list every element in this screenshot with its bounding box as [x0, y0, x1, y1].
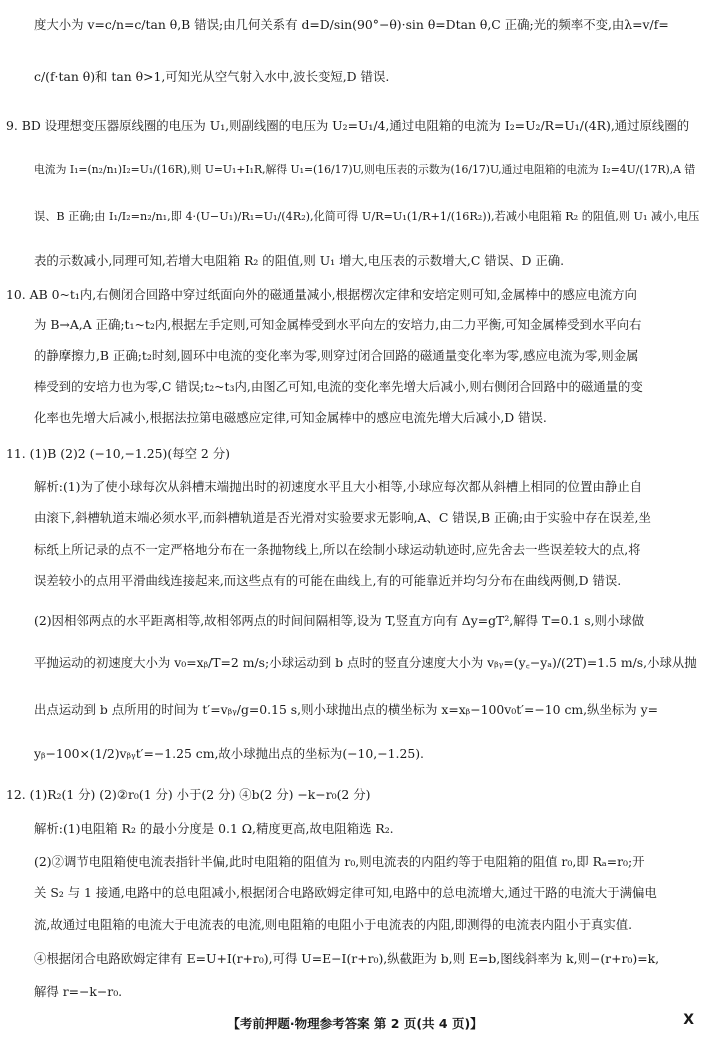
- text-line: 表的示数减小,同理可知,若增大电阻箱 R₂ 的阻值,则 U₁ 增大,电压表的示数增大,C 错误、D 正确.: [34, 253, 565, 268]
- text-line: (2)因相邻两点的水平距离相等,故相邻两点的时间间隔相等,设为 T,竖直方向有 Δy=gT²,解得 T=0.1 s,则小球做: [34, 613, 645, 628]
- text-line: 11. (1)B (2)2 (−10,−1.25)(每空 2 分): [6, 446, 230, 461]
- text-line: 10. AB 0~t₁内,右侧闭合回路中穿过纸面向外的磁通量减小,根据楞次定律和安培定则可知,金属棒中的感应电流方向: [6, 287, 637, 302]
- text-line: ④根据闭合电路欧姆定律有 E=U+I(r+r₀),可得 U=E−I(r+r₀),纵截距为 b,则 E=b,图线斜率为 k,则−(r+r₀)=k,: [34, 951, 660, 966]
- text-line: 9. BD 设理想变压器原线圈的电压为 U₁,则副线圈的电压为 U₂=U₁/4,通过电阻箱的电流为 I₂=U₂/R=U₁/(4R),通过原线圈的: [6, 118, 690, 133]
- footer-mark: X: [683, 1012, 694, 1028]
- page-footer: 【考前押题·物理参考答案 第 2 页(共 4 页)】: [227, 1016, 483, 1031]
- text-line: 电流为 I₁=(n₂/n₁)I₂=U₁/(16R),则 U=U₁+I₁R,解得 U₁=(16/17)U,则电压表的示数为(16/17)U,通过电阻箱的电流为 I₂=4U/(17R),A 错: [34, 163, 696, 176]
- text-line: 的静摩擦力,B 正确;t₂时刻,圆环中电流的变化率为零,则穿过闭合回路的磁通量变化率为零,感应电流为零,则金属: [34, 348, 639, 363]
- text-line: 为 B→A,A 正确;t₁~t₂内,根据左手定则,可知金属棒受到水平向左的安培力,由二力平衡,可知金属棒受到水平向右: [34, 317, 642, 332]
- text-line: (2)②调节电阻箱使电流表指针半偏,此时电阻箱的阻值为 r₀,则电流表的内阻约等于电阻箱的阻值 r₀,即 Rₐ=r₀;开: [34, 854, 645, 869]
- text-line: 关 S₂ 与 1 接通,电路中的总电阻减小,根据闭合电路欧姆定律可知,电路中的总电流增大,通过干路的电流大于满偏电: [34, 885, 657, 900]
- text-line: 度大小为 v=c/n=c/tan θ,B 错误;由几何关系有 d=D/sin(90°−θ)·sin θ=Dtan θ,C 正确;光的频率不变,由λ=v/f=: [34, 17, 669, 32]
- text-line: 平抛运动的初速度大小为 v₀=xᵦ/T=2 m/s;小球运动到 b 点时的竖直分速度大小为 vᵦᵧ=(y꜀−yₐ)/(2T)=1.5 m/s,小球从抛: [34, 655, 697, 670]
- text-line: 由滚下,斜槽轨道末端必须水平,而斜槽轨道是否光滑对实验要求无影响,A、C 错误,B 正确;由于实验中存在误差,坐: [34, 510, 651, 525]
- text-line: 流,故通过电阻箱的电流大于电流表的电流,则电阻箱的电阻小于电流表的内阻,即测得的电流表内阻小于真实值.: [34, 917, 633, 932]
- text-line: 误差较小的点用平滑曲线连接起来,而这些点有的可能在曲线上,有的可能靠近并均匀分布在曲线两侧,D 错误.: [34, 573, 622, 588]
- text-line: 化率也先增大后减小,根据法拉第电磁感应定律,可知金属棒中的感应电流先增大后减小,D 错误.: [34, 410, 547, 425]
- text-line: 误、B 正确;由 I₁/I₂=n₂/n₁,即 4·(U−U₁)/R₁=U₁/(4R₂),化简可得 U/R=U₁(1/R+1/(16R₂)),若减小电阻箱 R₂ 的阻值,则 U₁ 减小,电压: [34, 210, 700, 223]
- text-line: 解析:(1)为了使小球每次从斜槽末端抛出时的初速度水平且大小相等,小球应每次都从斜槽上相同的位置由静止自: [34, 479, 643, 494]
- text-line: 解得 r=−k−r₀.: [34, 984, 123, 999]
- text-line: 出点运动到 b 点所用的时间为 t′=vᵦᵧ/g=0.15 s,则小球抛出点的横坐标为 x=xᵦ−100v₀t′=−10 cm,纵坐标为 y=: [34, 702, 658, 717]
- text-line: 标纸上所记录的点不一定严格地分布在一条抛物线上,所以在绘制小球运动轨迹时,应先舍去一些误差较大的点,将: [34, 542, 641, 557]
- text-line: 12. (1)R₂(1 分) (2)②r₀(1 分) 小于(2 分) ④b(2 分) −k−r₀(2 分): [6, 787, 371, 802]
- text-line: c/(f·tan θ)和 tan θ>1,可知光从空气射入水中,波长变短,D 错误.: [34, 69, 390, 84]
- text-line: yᵦ−100×(1/2)vᵦᵧt′=−1.25 cm,故小球抛出点的坐标为(−10,−1.25).: [34, 746, 424, 761]
- text-line: 棒受到的安培力也为零,C 错误;t₂~t₃内,由图乙可知,电流的变化率先增大后减小,则右侧闭合回路中的磁通量的变: [34, 379, 643, 394]
- text-line: 解析:(1)电阻箱 R₂ 的最小分度是 0.1 Ω,精度更高,故电阻箱选 R₂.: [34, 821, 394, 836]
